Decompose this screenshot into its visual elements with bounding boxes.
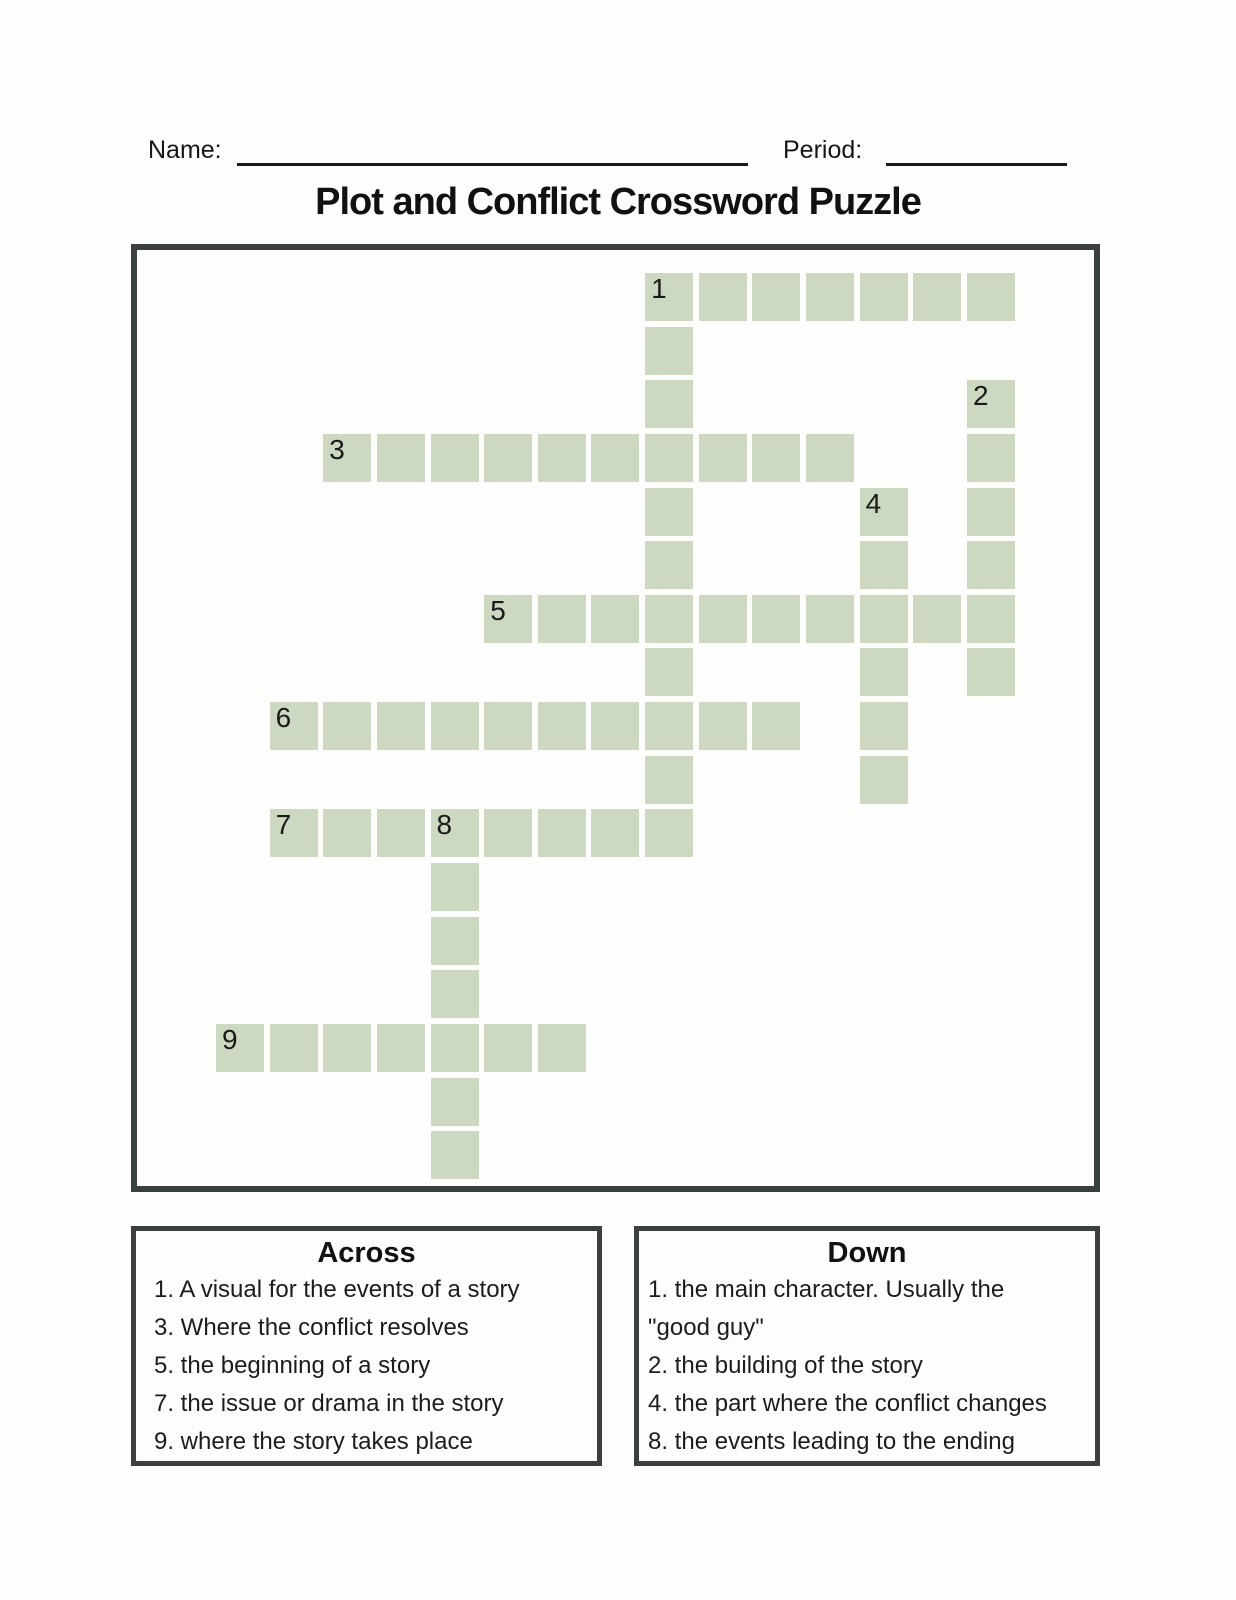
grid-cell[interactable] [431, 702, 479, 750]
grid-cell[interactable] [431, 1024, 479, 1072]
grid-cell[interactable] [860, 541, 908, 589]
grid-cell[interactable] [431, 1078, 479, 1126]
grid-cell[interactable] [484, 809, 532, 857]
grid-cell[interactable] [538, 809, 586, 857]
clue-item: 9. where the story takes place [154, 1428, 473, 1455]
grid-cell[interactable] [913, 273, 961, 321]
clue-item: "good guy" [648, 1314, 764, 1341]
grid-cell[interactable] [323, 702, 371, 750]
grid-cell[interactable] [913, 595, 961, 643]
clue-item: 8. the events leading to the ending [648, 1428, 1015, 1455]
cell-number: 7 [275, 809, 292, 841]
down-title: Down [827, 1237, 907, 1269]
grid-cell[interactable] [806, 595, 854, 643]
clue-item: 1. the main character. Usually the [648, 1276, 1005, 1303]
cell-number: 8 [436, 809, 453, 841]
grid-cell[interactable] [431, 434, 479, 482]
grid-cell[interactable] [860, 648, 908, 696]
grid-cell[interactable] [699, 273, 747, 321]
grid-cell[interactable] [645, 488, 693, 536]
clue-item: 5. the beginning of a story [154, 1352, 431, 1379]
clue-item: 1. A visual for the events of a story [154, 1276, 520, 1303]
grid-cell[interactable] [645, 648, 693, 696]
grid-cell[interactable] [538, 434, 586, 482]
grid-cell[interactable] [323, 434, 371, 482]
grid-cell[interactable] [860, 595, 908, 643]
grid-cell[interactable] [860, 756, 908, 804]
grid-cell[interactable] [645, 380, 693, 428]
grid-cell[interactable] [645, 327, 693, 375]
grid-cell[interactable] [645, 273, 693, 321]
across-title: Across [317, 1237, 416, 1269]
grid-cell[interactable] [591, 702, 639, 750]
grid-cell[interactable] [484, 434, 532, 482]
crossword-grid [131, 244, 1100, 1192]
clue-item: 3. Where the conflict resolves [154, 1314, 469, 1341]
grid-cell[interactable] [431, 917, 479, 965]
grid-cell[interactable] [431, 1131, 479, 1179]
grid-cell[interactable] [591, 809, 639, 857]
across-clues-box [131, 1226, 602, 1466]
grid-cell[interactable] [431, 863, 479, 911]
grid-cell[interactable] [645, 595, 693, 643]
grid-cell[interactable] [645, 702, 693, 750]
grid-cell[interactable] [645, 809, 693, 857]
grid-cell[interactable] [752, 702, 800, 750]
cell-number: 6 [275, 702, 292, 734]
across-clue-list [136, 1271, 597, 1461]
grid-cell[interactable] [699, 702, 747, 750]
grid-cell[interactable] [645, 756, 693, 804]
grid-cell[interactable] [484, 595, 532, 643]
grid-cell[interactable] [806, 273, 854, 321]
grid-cell[interactable] [591, 595, 639, 643]
grid-cell[interactable] [538, 1024, 586, 1072]
grid-cell[interactable] [860, 702, 908, 750]
grid-cell[interactable] [967, 434, 1015, 482]
grid-cell[interactable] [967, 488, 1015, 536]
down-clues-box [634, 1226, 1100, 1466]
grid-cell[interactable] [270, 702, 318, 750]
grid-cell[interactable] [538, 595, 586, 643]
grid-cell[interactable] [752, 595, 800, 643]
grid-cell[interactable] [645, 434, 693, 482]
cell-number: 1 [651, 273, 667, 304]
cell-number: 4 [865, 487, 882, 519]
grid-cell[interactable] [645, 541, 693, 589]
grid-cell[interactable] [967, 648, 1015, 696]
page-title: Plot and Conflict Crossword Puzzle [315, 181, 921, 223]
cell-number: 9 [222, 1023, 238, 1055]
grid-cell[interactable] [699, 595, 747, 643]
grid-cell[interactable] [591, 434, 639, 482]
grid-cell[interactable] [967, 380, 1015, 428]
grid-cell[interactable] [967, 595, 1015, 643]
grid-cell[interactable] [270, 809, 318, 857]
cell-number: 5 [490, 594, 506, 626]
period-field[interactable] [886, 163, 1067, 166]
grid-cell[interactable] [484, 702, 532, 750]
grid-cell[interactable] [377, 809, 425, 857]
grid-cell[interactable] [967, 541, 1015, 589]
grid-cell[interactable] [270, 1024, 318, 1072]
grid-cell[interactable] [484, 1024, 532, 1072]
grid-cell[interactable] [860, 273, 908, 321]
grid-cell[interactable] [323, 809, 371, 857]
cell-number: 3 [329, 433, 345, 465]
grid-cell[interactable] [377, 434, 425, 482]
grid-cell[interactable] [216, 1024, 264, 1072]
grid-cell[interactable] [752, 434, 800, 482]
grid-cell[interactable] [431, 809, 479, 857]
grid-cell[interactable] [967, 273, 1015, 321]
grid-cell[interactable] [377, 702, 425, 750]
clue-item: 7. the issue or drama in the story [154, 1390, 504, 1417]
grid-cell[interactable] [752, 273, 800, 321]
clue-item: 2. the building of the story [648, 1352, 923, 1379]
grid-cell[interactable] [538, 702, 586, 750]
down-clue-list [639, 1271, 1095, 1461]
grid-cell[interactable] [323, 1024, 371, 1072]
cell-number: 2 [972, 380, 989, 412]
grid-cell[interactable] [860, 488, 908, 536]
grid-cell[interactable] [699, 434, 747, 482]
clue-item: 4. the part where the conflict changes [648, 1390, 1047, 1417]
grid-cell[interactable] [806, 434, 854, 482]
period-label: Period: [783, 136, 863, 164]
name-label: Name: [148, 136, 222, 164]
grid-cell[interactable] [431, 970, 479, 1018]
name-field[interactable] [237, 163, 748, 166]
grid-cell[interactable] [377, 1024, 425, 1072]
